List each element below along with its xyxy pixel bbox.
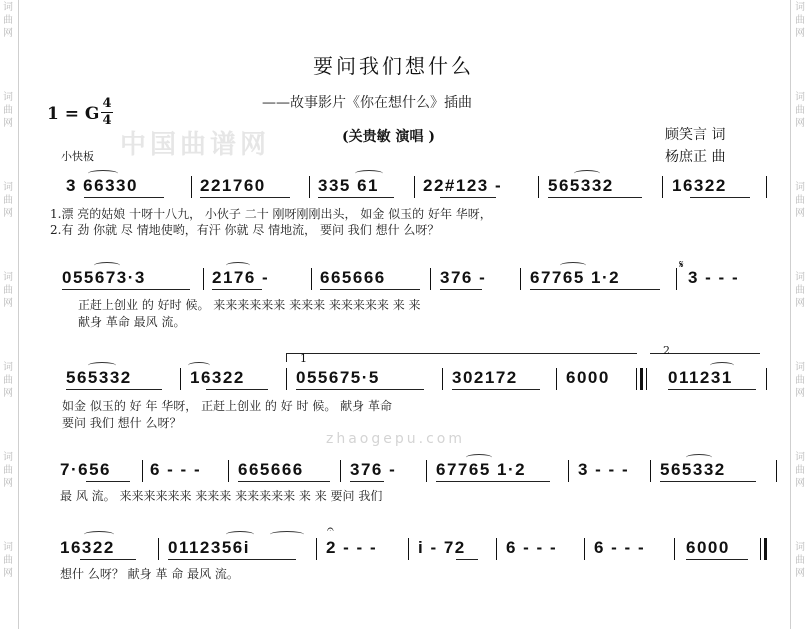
slur [270, 531, 304, 538]
song-title: 要问我们想什么 [313, 54, 474, 78]
sidebar-watermark-char: 词 [3, 2, 13, 13]
sidebar-watermark-char: 曲 [3, 285, 13, 296]
slur [88, 170, 118, 177]
bar-line [311, 268, 312, 290]
bar-line [568, 460, 569, 482]
beam-underline [548, 197, 642, 198]
repeat-bar-line [636, 368, 637, 390]
bar-line [766, 176, 767, 198]
volta-number-2: 2 [663, 344, 670, 357]
beam-underline [440, 197, 496, 198]
beam-underline [62, 289, 190, 290]
bar-line [646, 368, 647, 390]
beam-underline [66, 389, 162, 390]
measure: 2 - - - [326, 538, 378, 557]
sidebar-watermark-char: 曲 [3, 375, 13, 386]
sidebar-watermark-char: 曲 [795, 465, 805, 476]
beam-underline [690, 197, 750, 198]
sidebar-watermark-char: 曲 [795, 195, 805, 206]
bar-line [340, 460, 341, 482]
site-watermark: zhaogepu.com [326, 431, 465, 447]
sidebar-watermark-char: 网 [795, 28, 805, 39]
lyric-line: 正赶上创业 的 好时 候。 来来来来来来 来来来 来来来来来 来 来 [78, 298, 421, 312]
lyricist-credit: 顾笑言 词 [665, 127, 726, 143]
measure: 376 - [440, 268, 487, 287]
sidebar-watermark-char: 词 [795, 362, 805, 373]
measure: 22#123 - [423, 176, 503, 195]
sidebar-watermark-char: 网 [795, 568, 805, 579]
lyric-line: 如金 似玉的 好 年 华呀， 正赶上创业 的 好 时 候。 献身 革命 [62, 399, 392, 413]
sidebar-watermark-char: 网 [3, 28, 13, 39]
measure: 565332 [66, 368, 132, 387]
measure: 67765 1·2 [436, 460, 527, 479]
measure: 565332 [548, 176, 614, 195]
slur [88, 362, 116, 369]
sidebar-watermark-char: 词 [3, 182, 13, 193]
slur [560, 262, 586, 269]
measure: 16322 [190, 368, 245, 387]
measure: 335 61 [318, 176, 379, 195]
sidebar-watermark-char: 曲 [795, 375, 805, 386]
sidebar-watermark-char: 词 [3, 542, 13, 553]
slur [686, 454, 712, 461]
sidebar-watermark-char: 网 [795, 118, 805, 129]
lyric-line: 想什 么呀？ 献身 革 命 最风 流。 [60, 567, 239, 581]
sidebar-watermark-char: 词 [3, 272, 13, 283]
bar-line [520, 268, 521, 290]
bar-line [650, 460, 651, 482]
beam-underline [238, 481, 330, 482]
measure: 6 - - - [150, 460, 202, 479]
bar-line [309, 176, 310, 198]
sidebar-watermark-char: 曲 [3, 195, 13, 206]
sidebar-watermark-char: 曲 [795, 285, 805, 296]
sidebar-watermark-char: 网 [3, 208, 13, 219]
sidebar-watermark-char: 网 [795, 388, 805, 399]
sidebar-watermark-char: 词 [3, 362, 13, 373]
bar-line [556, 368, 557, 390]
time-signature-top: 4 [102, 96, 112, 111]
bar-line [676, 268, 677, 290]
measure: 302172 [452, 368, 518, 387]
final-bar-thin [760, 538, 761, 560]
bar-line [180, 368, 181, 390]
bar-line [286, 368, 287, 390]
bar-line [158, 538, 159, 560]
measure: 011231 [668, 368, 733, 387]
bar-line [442, 368, 443, 390]
slur [710, 362, 734, 369]
slur [188, 362, 210, 369]
sidebar-watermark-char: 网 [795, 208, 805, 219]
lyric-line: 献身 革命 最风 流。 [78, 315, 186, 329]
lyric-line: 2.有 劲 你就 尽 情地使哟，有汗 你就 尽 情地流， 要问 我们 想什 么呀？ [50, 223, 440, 237]
measure: 3 - - - [578, 460, 630, 479]
measure: 221760 [200, 176, 266, 195]
tempo-marking: 小快板 [61, 150, 94, 163]
bar-line [191, 176, 192, 198]
sidebar-watermark-char: 词 [3, 92, 13, 103]
lyric-line: 要问 我们 想什 么呀？ [62, 416, 182, 430]
segno-sign: 𝄋 [679, 258, 684, 271]
bar-line [496, 538, 497, 560]
measure: 665666 [238, 460, 304, 479]
beam-underline [206, 389, 268, 390]
measure: 6000 [686, 538, 730, 557]
background-logo-watermark: 中国曲谱网 [120, 130, 271, 160]
measure: 3 - - - [688, 268, 740, 287]
sidebar-watermark-char: 网 [3, 298, 13, 309]
sidebar-watermark-char: 曲 [3, 555, 13, 566]
beam-underline [668, 389, 756, 390]
final-bar-heavy [764, 538, 767, 560]
slur [84, 531, 114, 538]
sidebar-watermark-char: 网 [3, 388, 13, 399]
bar-line [674, 538, 675, 560]
bar-line [766, 368, 767, 390]
volta-bracket-1 [286, 353, 637, 362]
bar-line [662, 176, 663, 198]
singer-credit: (关贵敏 演唱 ) [342, 129, 435, 145]
measure: 0112356i [168, 538, 250, 557]
sidebar-watermark-char: 网 [3, 478, 13, 489]
sidebar-watermark-char: 网 [795, 298, 805, 309]
sidebar-watermark-char: 曲 [795, 105, 805, 116]
composer-credit: 杨庶正 曲 [665, 149, 726, 165]
measure: 67765 1·2 [530, 268, 621, 287]
beam-underline [530, 289, 660, 290]
bar-line [228, 460, 229, 482]
measure: 565332 [660, 460, 726, 479]
beam-underline [318, 197, 394, 198]
lyric-line: 1.漂 亮的姑娘 十呀十八九， 小伙子 二十 刚呀刚刚出头， 如金 似玉的 好年 华呀， [50, 207, 492, 221]
sidebar-watermark-char: 词 [795, 452, 805, 463]
bar-line [203, 268, 204, 290]
measure: 16322 [672, 176, 727, 195]
measure: 3 66330 [66, 176, 138, 195]
sidebar-watermark-char: 网 [3, 118, 13, 129]
bar-line [538, 176, 539, 198]
beam-underline [350, 481, 384, 482]
measure: 6 - - - [594, 538, 646, 557]
key-signature: 1 = G [47, 104, 100, 124]
measure: 055673·3 [62, 268, 146, 287]
beam-underline [212, 289, 262, 290]
beam-underline [200, 197, 290, 198]
lyric-line: 最 风 流。 来来来来来来 来来来 来来来来来 来 来 要问 我们 [60, 489, 383, 503]
time-signature [101, 97, 113, 128]
measure: 6 - - - [506, 538, 558, 557]
bar-line [776, 460, 777, 482]
measure: 16322 [60, 538, 115, 557]
beam-underline [168, 559, 296, 560]
measure: 376 - [350, 460, 397, 479]
beam-underline [86, 481, 130, 482]
beam-underline [660, 481, 756, 482]
beam-underline [436, 481, 550, 482]
measure: 055675·5 [296, 368, 380, 387]
slur [94, 262, 120, 269]
beam-underline [80, 559, 136, 560]
sidebar-watermark-char: 词 [795, 2, 805, 13]
left-watermark-strip [0, 0, 19, 629]
measure: 7·656 [60, 460, 111, 479]
right-watermark-strip [790, 0, 809, 629]
sidebar-watermark-char: 词 [795, 182, 805, 193]
bar-line [142, 460, 143, 482]
time-signature-bottom: 4 [102, 113, 112, 128]
sidebar-watermark-char: 曲 [3, 105, 13, 116]
bar-line [414, 176, 415, 198]
measure: 665666 [320, 268, 386, 287]
bar-line [584, 538, 585, 560]
sidebar-watermark-char: 曲 [795, 15, 805, 26]
beam-underline [452, 389, 540, 390]
bar-line [316, 538, 317, 560]
sidebar-watermark-char: 词 [795, 542, 805, 553]
sidebar-watermark-char: 曲 [795, 555, 805, 566]
beam-underline [440, 289, 482, 290]
beam-underline [296, 389, 424, 390]
bar-line [408, 538, 409, 560]
measure: i - 72 [418, 538, 466, 557]
beam-underline [456, 559, 478, 560]
sidebar-watermark-char: 网 [3, 568, 13, 579]
beam-underline [320, 289, 420, 290]
sidebar-watermark-char: 词 [795, 272, 805, 283]
sidebar-watermark-char: 曲 [3, 465, 13, 476]
bar-line [430, 268, 431, 290]
slur [226, 531, 254, 538]
sidebar-watermark-char: 词 [3, 452, 13, 463]
slur [226, 262, 250, 269]
fermata: 𝄐 [327, 522, 334, 536]
song-subtitle: ——故事影片《你在想什么》插曲 [262, 95, 472, 111]
beam-underline [686, 559, 748, 560]
sidebar-watermark-char: 曲 [3, 15, 13, 26]
slur [574, 170, 600, 177]
beam-underline [84, 197, 164, 198]
measure: 2176 - [212, 268, 270, 287]
slur [355, 170, 383, 177]
sidebar-watermark-char: 网 [795, 478, 805, 489]
sidebar-watermark-char: 词 [795, 92, 805, 103]
volta-number-1: 1 [300, 352, 307, 365]
repeat-heavy-bar [640, 368, 643, 390]
slur [466, 454, 492, 461]
measure: 6000 [566, 368, 610, 387]
bar-line [426, 460, 427, 482]
